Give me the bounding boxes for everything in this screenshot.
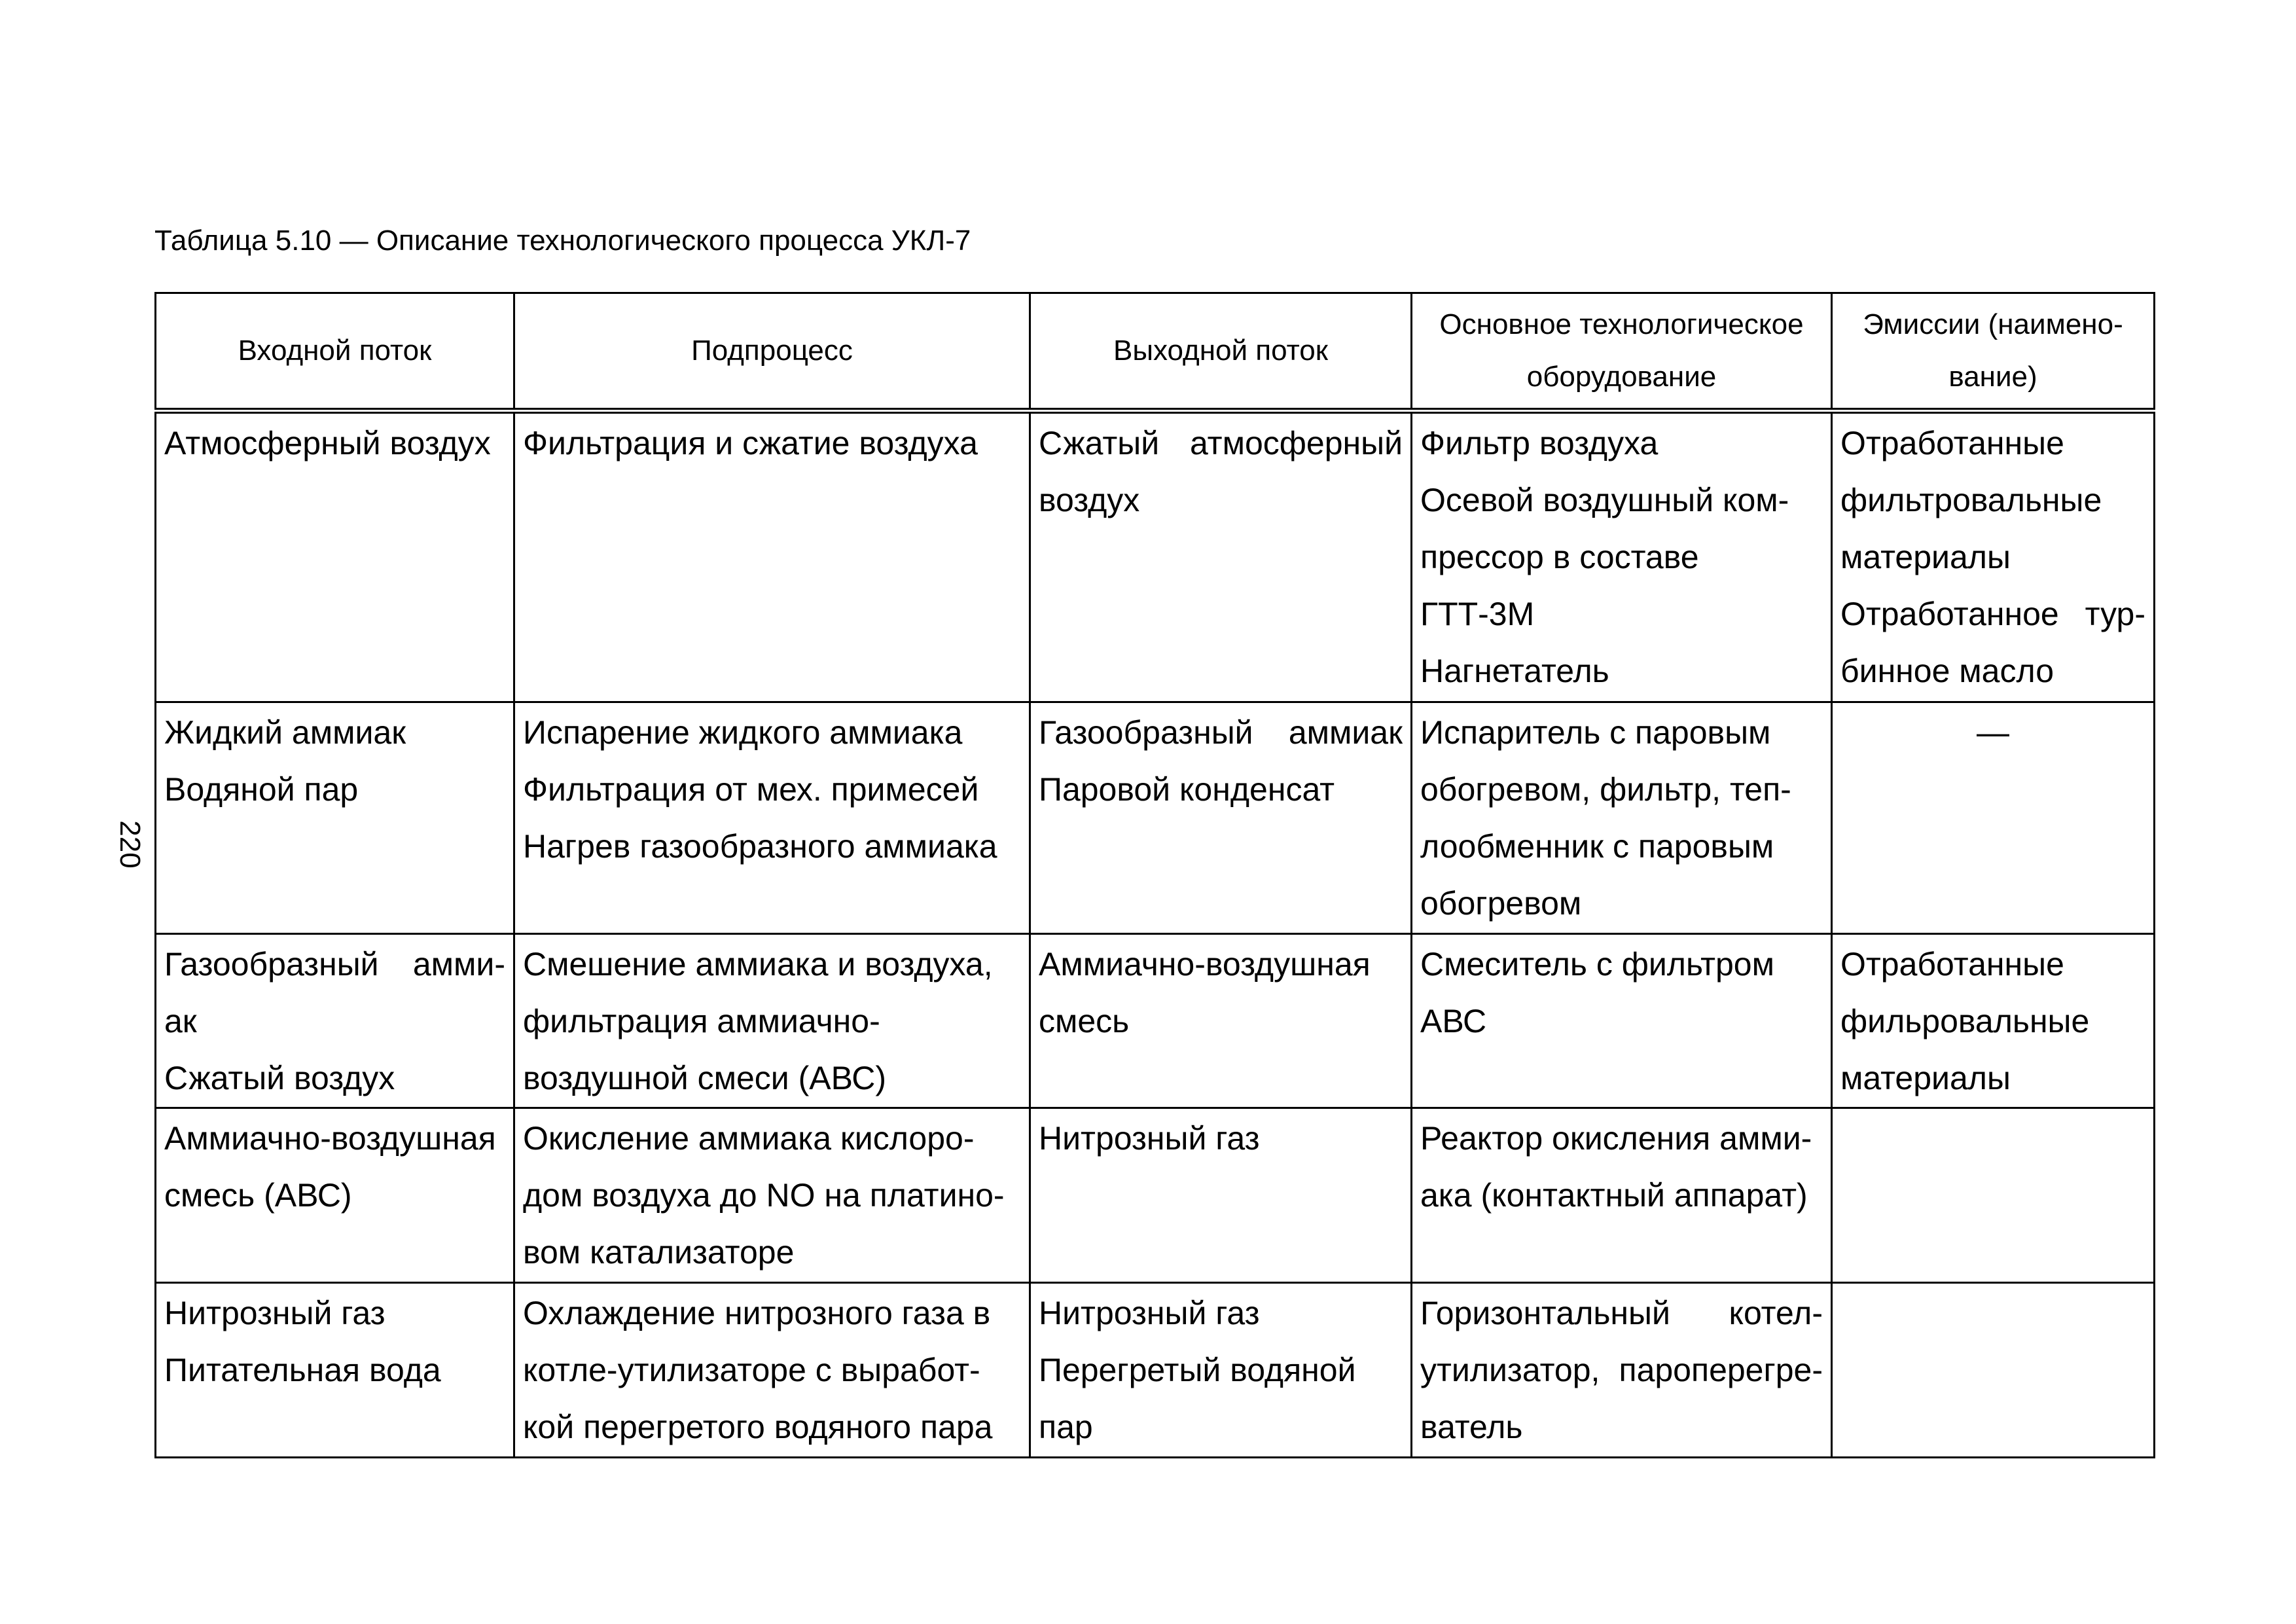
- cell-text: Нитрозный газ: [1039, 1120, 1260, 1157]
- cell-text: воздух: [1039, 482, 1140, 518]
- cell-text: Нитрозный газ: [164, 1295, 386, 1331]
- cell-text: Осевой воздушный ком-: [1420, 482, 1789, 518]
- cell-text: смесь: [1039, 1003, 1130, 1039]
- table-caption: Таблица 5.10 — Описание технологического процесса УКЛ-7: [154, 225, 971, 257]
- header-text: вание): [1948, 361, 2037, 393]
- cell-text: Нитрозный газ: [1039, 1295, 1260, 1331]
- cell-text: Смеситель с фильтром: [1420, 946, 1774, 983]
- cell-output-stream: [1030, 934, 1412, 1108]
- cell-text: Сжатый воздух: [164, 1060, 395, 1096]
- cell-text: Отработанное тур-: [1840, 596, 2145, 632]
- process-description-table: [154, 292, 2155, 1458]
- cell-text: Водяной пар: [164, 771, 359, 808]
- cell-text: Фильтрация от мех. примесей: [523, 771, 979, 808]
- header-input-stream: [156, 293, 514, 411]
- table-header-row: [156, 293, 2155, 411]
- cell-output-stream: [1030, 411, 1412, 702]
- cell-text: —: [1977, 714, 2009, 751]
- table-row: [156, 934, 2155, 1108]
- cell-text: Нагрев газообразного аммиака: [523, 828, 997, 865]
- cell-text: лообменник с паровым: [1420, 828, 1774, 865]
- cell-subprocess: [514, 1108, 1030, 1283]
- cell-text: Аммиачно-воздушная: [164, 1120, 496, 1157]
- cell-text: котле-утилизаторе с выработ-: [523, 1352, 980, 1388]
- cell-emissions: [1832, 411, 2155, 702]
- table-row: [156, 411, 2155, 702]
- cell-text: Газообразный аммиак: [1039, 714, 1403, 751]
- cell-text: смесь (АВС): [164, 1177, 352, 1214]
- cell-text: Нагнетатель: [1420, 653, 1609, 689]
- cell-text: бинное масло: [1840, 653, 2054, 689]
- header-text: Эмиссии (наимено-: [1863, 308, 2123, 340]
- cell-emissions: [1832, 934, 2155, 1108]
- cell-text: Атмосферный воздух: [164, 425, 491, 461]
- cell-text: Жидкий аммиак: [164, 714, 406, 751]
- cell-text: ГТТ-3М: [1420, 596, 1535, 632]
- cell-subprocess: [514, 1283, 1030, 1458]
- cell-text: обогревом: [1420, 885, 1582, 922]
- cell-main-equipment: [1412, 1283, 1832, 1458]
- header-text: Выходной поток: [1113, 334, 1328, 367]
- cell-input-stream: [156, 1108, 514, 1283]
- cell-text: Испарение жидкого аммиака: [523, 714, 963, 751]
- cell-text: Окисление аммиака кислоро-: [523, 1120, 975, 1157]
- cell-subprocess: [514, 702, 1030, 934]
- header-text: Входной поток: [238, 334, 432, 367]
- cell-text: фильтровальные: [1840, 482, 2102, 518]
- cell-text: Горизонтальный котел-: [1420, 1295, 1823, 1331]
- cell-emissions: [1832, 1108, 2155, 1283]
- cell-text: ака (контактный аппарат): [1420, 1177, 1808, 1214]
- cell-text: Фильтр воздуха: [1420, 425, 1659, 461]
- cell-subprocess: [514, 411, 1030, 702]
- table-row: [156, 1283, 2155, 1458]
- cell-output-stream: [1030, 702, 1412, 934]
- cell-text: ак: [164, 1003, 197, 1039]
- cell-main-equipment: [1412, 1108, 1832, 1283]
- cell-input-stream: [156, 1283, 514, 1458]
- cell-text: Газообразный амми-: [164, 946, 505, 983]
- cell-text: обогревом, фильтр, теп-: [1420, 771, 1791, 808]
- header-subprocess: [514, 293, 1030, 411]
- cell-text: Сжатый атмосферный: [1039, 425, 1403, 461]
- header-emissions: [1832, 293, 2155, 411]
- cell-text: пар: [1039, 1409, 1093, 1445]
- cell-subprocess: [514, 934, 1030, 1108]
- cell-text: Охлаждение нитрозного газа в: [523, 1295, 991, 1331]
- cell-output-stream: [1030, 1283, 1412, 1458]
- cell-main-equipment: [1412, 702, 1832, 934]
- table-row: [156, 1108, 2155, 1283]
- cell-text: дом воздуха до NO на платино-: [523, 1177, 1005, 1214]
- cell-text: Паровой конденсат: [1039, 771, 1335, 808]
- header-text: оборудование: [1526, 361, 1717, 393]
- cell-main-equipment: [1412, 411, 1832, 702]
- cell-main-equipment: [1412, 934, 1832, 1108]
- cell-text: фильтрация аммиачно-: [523, 1003, 880, 1039]
- cell-text: ватель: [1420, 1409, 1523, 1445]
- table-row: [156, 702, 2155, 934]
- cell-text: Аммиачно-воздушная: [1039, 946, 1371, 983]
- cell-text: Отработанные: [1840, 425, 2064, 461]
- cell-text: утилизатор, пароперегре-: [1420, 1352, 1823, 1388]
- header-main-equipment: [1412, 293, 1832, 411]
- cell-text: Реактор окисления амми-: [1420, 1120, 1812, 1157]
- header-text: Основное технологическое: [1439, 308, 1804, 340]
- cell-text: кой перегретого водяного пара: [523, 1409, 993, 1445]
- page-number: 220: [114, 820, 146, 869]
- cell-output-stream: [1030, 1108, 1412, 1283]
- cell-text: материалы: [1840, 1060, 2011, 1096]
- cell-input-stream: [156, 702, 514, 934]
- cell-text: Фильтрация и сжатие воздуха: [523, 425, 978, 461]
- cell-text: воздушной смеси (АВС): [523, 1060, 887, 1096]
- cell-text: Питательная вода: [164, 1352, 441, 1388]
- header-text: Подпроцесс: [691, 334, 853, 367]
- cell-text: фильровальные: [1840, 1003, 2090, 1039]
- cell-emissions: [1832, 702, 2155, 934]
- cell-text: Отработанные: [1840, 946, 2064, 983]
- header-output-stream: [1030, 293, 1412, 411]
- cell-text: вом катализаторе: [523, 1234, 795, 1271]
- cell-text: прессор в составе: [1420, 539, 1699, 575]
- cell-text: Перегретый водяной: [1039, 1352, 1356, 1388]
- cell-input-stream: [156, 411, 514, 702]
- cell-text: Испаритель с паровым: [1420, 714, 1771, 751]
- cell-text: АВС: [1420, 1003, 1487, 1039]
- cell-input-stream: [156, 934, 514, 1108]
- cell-emissions: [1832, 1283, 2155, 1458]
- cell-text: Смешение аммиака и воздуха,: [523, 946, 993, 983]
- cell-text: материалы: [1840, 539, 2011, 575]
